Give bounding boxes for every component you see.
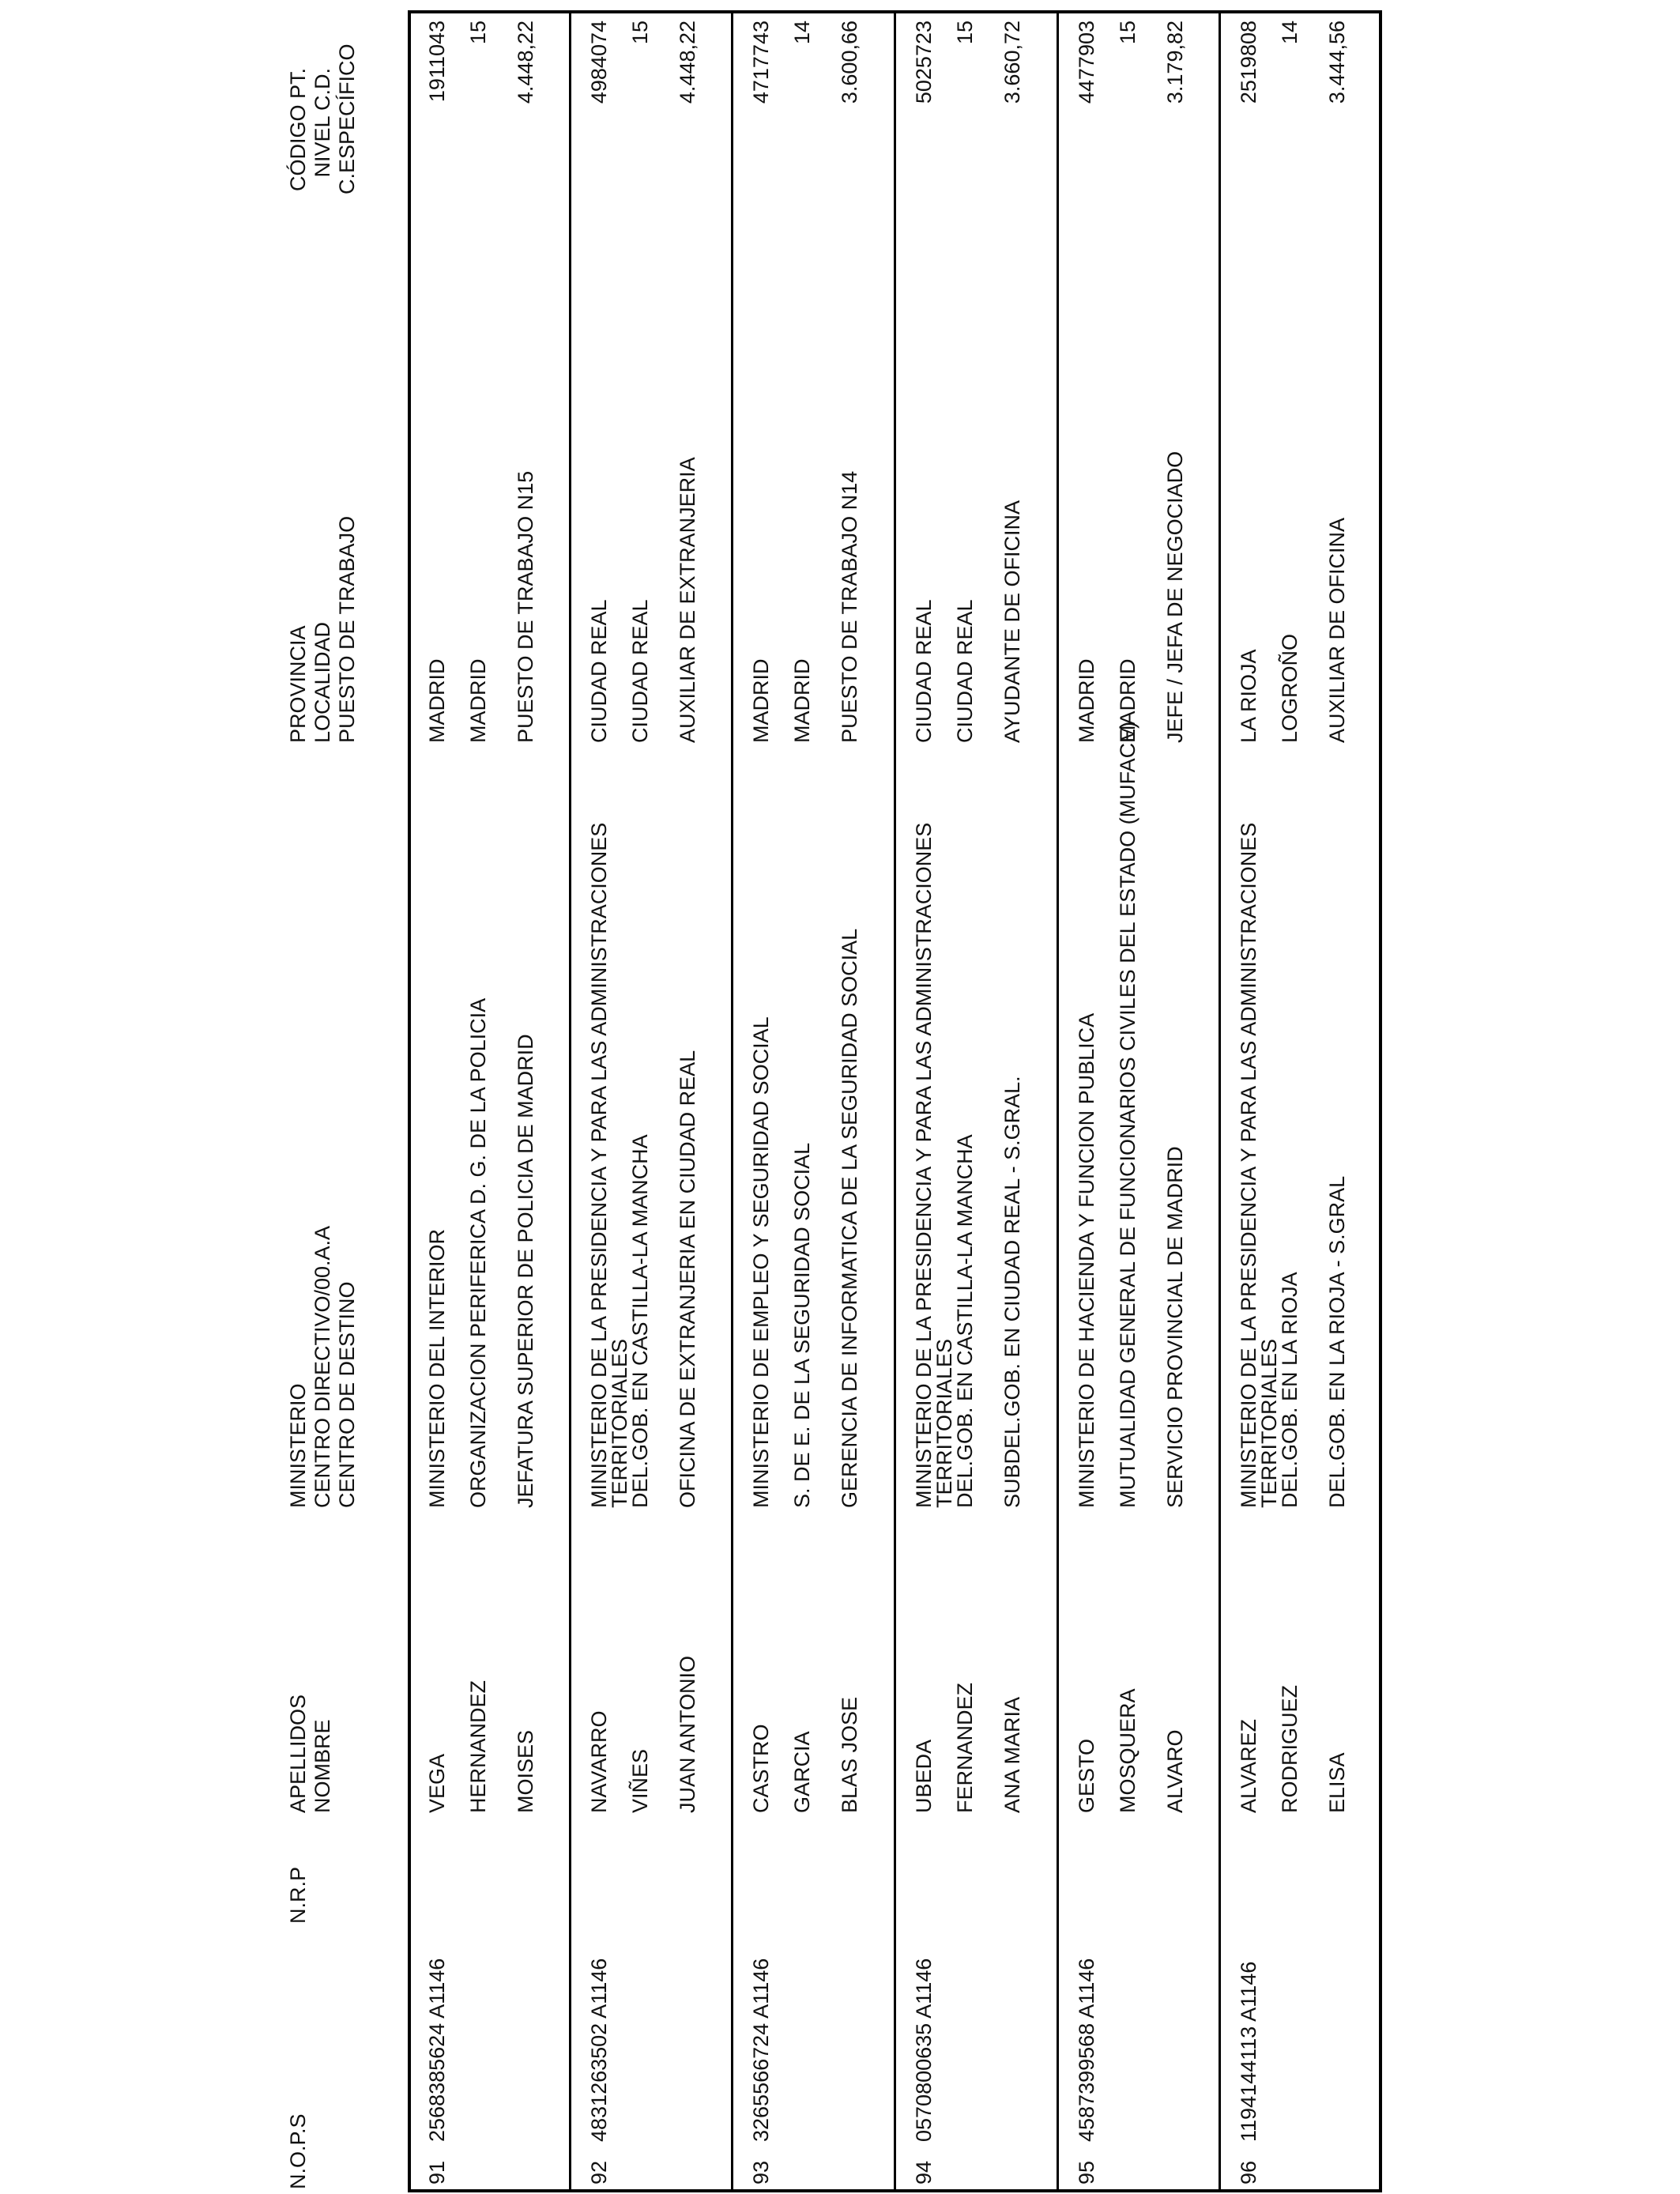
row-nrp: 4587399568 A1146 xyxy=(1075,1958,1098,2142)
row-nrp: 0570800635 A1146 xyxy=(912,1958,936,2142)
row-nivel: 15 xyxy=(1116,21,1139,45)
row-puesto: PUESTO DE TRABAJO N15 xyxy=(514,470,537,743)
row-localidad: CIUDAD REAL xyxy=(953,599,977,743)
row-ministerio-cont: TERRITORIALES xyxy=(932,1338,956,1508)
row-ministerio: MINISTERIO DE LA PRESIDENCIA Y PARA LAS ADMINISTRACIONES xyxy=(1237,822,1260,1508)
row-apellido2: GARCIA xyxy=(790,1731,814,1813)
row-nombre: ALVARO xyxy=(1163,1729,1187,1813)
header-localidad: LOCALIDAD xyxy=(311,621,334,743)
row-puesto: AUXILIAR DE OFICINA xyxy=(1325,517,1349,743)
row-ministerio-cont: TERRITORIALES xyxy=(608,1338,631,1508)
row-apellido2: VIÑES xyxy=(628,1748,652,1813)
row-separator xyxy=(1057,10,1059,2192)
header-provincia: PROVINCIA xyxy=(286,625,310,743)
row-nops: 96 xyxy=(1237,2160,1260,2185)
row-provincia: CIUDAD REAL xyxy=(912,599,936,743)
header-nrp: N.R.P xyxy=(286,1866,310,1924)
row-nivel: 14 xyxy=(1278,21,1301,45)
header-nivel: NIVEL C.D. xyxy=(311,68,334,178)
row-centro-destino: SERVICIO PROVINCIAL DE MADRID xyxy=(1163,1146,1187,1508)
row-nops: 94 xyxy=(912,2160,936,2185)
row-provincia: MADRID xyxy=(749,658,773,743)
row-apellido2: MOSQUERA xyxy=(1116,1688,1139,1813)
row-ministerio: MINISTERIO DEL INTERIOR xyxy=(425,1228,449,1508)
row-provincia: MADRID xyxy=(425,658,449,743)
row-nombre: ANA MARIA xyxy=(1000,1696,1024,1813)
row-puesto: AYUDANTE DE OFICINA xyxy=(1000,499,1024,743)
row-puesto: JEFE / JEFA DE NEGOCIADO xyxy=(1163,450,1187,743)
header-especifico: C.ESPECÍFICO xyxy=(335,43,359,194)
row-ministerio: MINISTERIO DE HACIENDA Y FUNCION PUBLICA xyxy=(1075,1012,1098,1508)
row-nrp: 2568385624 A1146 xyxy=(425,1958,449,2142)
row-separator xyxy=(731,10,733,2192)
header-codigo-pt: CÓDIGO PT. xyxy=(286,68,310,192)
row-apellido1: GESTO xyxy=(1075,1738,1098,1813)
row-especifico: 3.600,66 xyxy=(838,21,861,104)
row-nrp: 1194144113 A1146 xyxy=(1237,1961,1260,2142)
row-apellido2: RODRIGUEZ xyxy=(1278,1685,1301,1813)
row-centro-directivo: DEL.GOB. EN CASTILLA-LA MANCHA xyxy=(628,1134,652,1508)
row-nombre: JUAN ANTONIO xyxy=(676,1655,699,1813)
row-codigo-pt: 1911043 xyxy=(425,21,449,103)
row-apellido1: VEGA xyxy=(425,1753,449,1813)
row-codigo-pt: 4717743 xyxy=(749,21,773,104)
row-nombre: ELISA xyxy=(1325,1752,1349,1813)
row-especifico: 4.448,22 xyxy=(676,21,699,104)
row-puesto: PUESTO DE TRABAJO N14 xyxy=(838,470,861,743)
row-provincia: MADRID xyxy=(1075,658,1098,743)
row-separator xyxy=(1219,10,1221,2192)
row-nivel: 14 xyxy=(790,21,814,45)
row-codigo-pt: 4984074 xyxy=(587,21,611,104)
header-nops: N.O.P.S xyxy=(286,2113,310,2189)
row-centro-destino: GERENCIA DE INFORMATICA DE LA SEGURIDAD SOCIAL xyxy=(838,928,861,1508)
header-puesto: PUESTO DE TRABAJO xyxy=(335,515,359,743)
row-nivel: 15 xyxy=(466,21,490,45)
row-centro-destino: JEFATURA SUPERIOR DE POLICIA DE MADRID xyxy=(514,1034,537,1508)
row-ministerio: MINISTERIO DE LA PRESIDENCIA Y PARA LAS ADMINISTRACIONES xyxy=(912,822,936,1508)
row-nops: 93 xyxy=(749,2160,773,2185)
row-localidad: LOGROÑO xyxy=(1278,633,1301,743)
header-apellidos: APELLIDOS xyxy=(286,1694,310,1813)
row-localidad: MADRID xyxy=(790,658,814,743)
row-apellido2: FERNANDEZ xyxy=(953,1682,977,1813)
row-localidad: CIUDAD REAL xyxy=(628,599,652,743)
row-nops: 92 xyxy=(587,2160,611,2185)
row-nops: 91 xyxy=(425,2160,449,2185)
row-nops: 95 xyxy=(1075,2160,1098,2185)
row-centro-directivo: MUTUALIDAD GENERAL DE FUNCIONARIOS CIVILES DEL ESTADO (MUFACE) xyxy=(1116,721,1139,1508)
row-centro-destino: SUBDEL.GOB. EN CIUDAD REAL - S.GRAL. xyxy=(1000,1076,1024,1508)
header-centro-destino: CENTRO DE DESTINO xyxy=(335,1281,359,1508)
row-codigo-pt: 2519808 xyxy=(1237,21,1260,104)
table-border-bottom xyxy=(1379,10,1382,2192)
row-nombre: MOISES xyxy=(514,1729,537,1813)
row-centro-directivo: S. DE E. DE LA SEGURIDAD SOCIAL xyxy=(790,1142,814,1508)
row-centro-directivo: DEL.GOB. EN CASTILLA-LA MANCHA xyxy=(953,1134,977,1508)
row-apellido1: UBEDA xyxy=(912,1739,936,1813)
row-apellido2: HERNANDEZ xyxy=(466,1679,490,1813)
row-codigo-pt: 4477903 xyxy=(1075,21,1098,104)
row-especifico: 3.444,56 xyxy=(1325,21,1349,104)
row-apellido1: ALVAREZ xyxy=(1237,1718,1260,1813)
row-centro-directivo: ORGANIZACION PERIFERICA D. G. DE LA POLICIA xyxy=(466,997,490,1508)
row-especifico: 3.179,82 xyxy=(1163,21,1187,104)
row-apellido1: NAVARRO xyxy=(587,1710,611,1813)
row-nombre: BLAS JOSE xyxy=(838,1696,861,1813)
row-ministerio-cont: TERRITORIALES xyxy=(1257,1338,1281,1508)
header-centro-directivo: CENTRO DIRECTIVO/00.A.A xyxy=(311,1225,334,1508)
row-especifico: 3.660,72 xyxy=(1000,21,1024,104)
row-puesto: AUXILIAR DE EXTRANJERIA xyxy=(676,457,699,743)
table-border-top xyxy=(408,10,411,2192)
header-nombre: NOMBRE xyxy=(311,1719,334,1813)
row-centro-directivo: DEL.GOB. EN LA RIOJA xyxy=(1278,1272,1301,1508)
row-centro-destino: OFICINA DE EXTRANJERIA EN CIUDAD REAL xyxy=(676,1050,699,1508)
row-localidad: MADRID xyxy=(1116,658,1139,743)
row-provincia: CIUDAD REAL xyxy=(587,599,611,743)
row-ministerio: MINISTERIO DE EMPLEO Y SEGURIDAD SOCIAL xyxy=(749,1016,773,1508)
row-especifico: 4.448,22 xyxy=(514,21,537,104)
row-localidad: MADRID xyxy=(466,658,490,743)
row-separator xyxy=(569,10,571,2192)
row-provincia: LA RIOJA xyxy=(1237,649,1260,743)
row-nivel: 15 xyxy=(628,21,652,45)
row-apellido1: CASTRO xyxy=(749,1724,773,1813)
row-ministerio: MINISTERIO DE LA PRESIDENCIA Y PARA LAS ADMINISTRACIONES xyxy=(587,822,611,1508)
row-nrp: 3265566724 A1146 xyxy=(749,1958,773,2142)
row-nivel: 15 xyxy=(953,21,977,45)
row-centro-destino: DEL.GOB. EN LA RIOJA - S.GRAL xyxy=(1325,1175,1349,1508)
row-separator xyxy=(894,10,896,2192)
row-codigo-pt: 5025723 xyxy=(912,21,936,104)
header-ministerio: MINISTERIO xyxy=(286,1383,310,1508)
row-nrp: 4831263502 A1146 xyxy=(587,1958,611,2142)
